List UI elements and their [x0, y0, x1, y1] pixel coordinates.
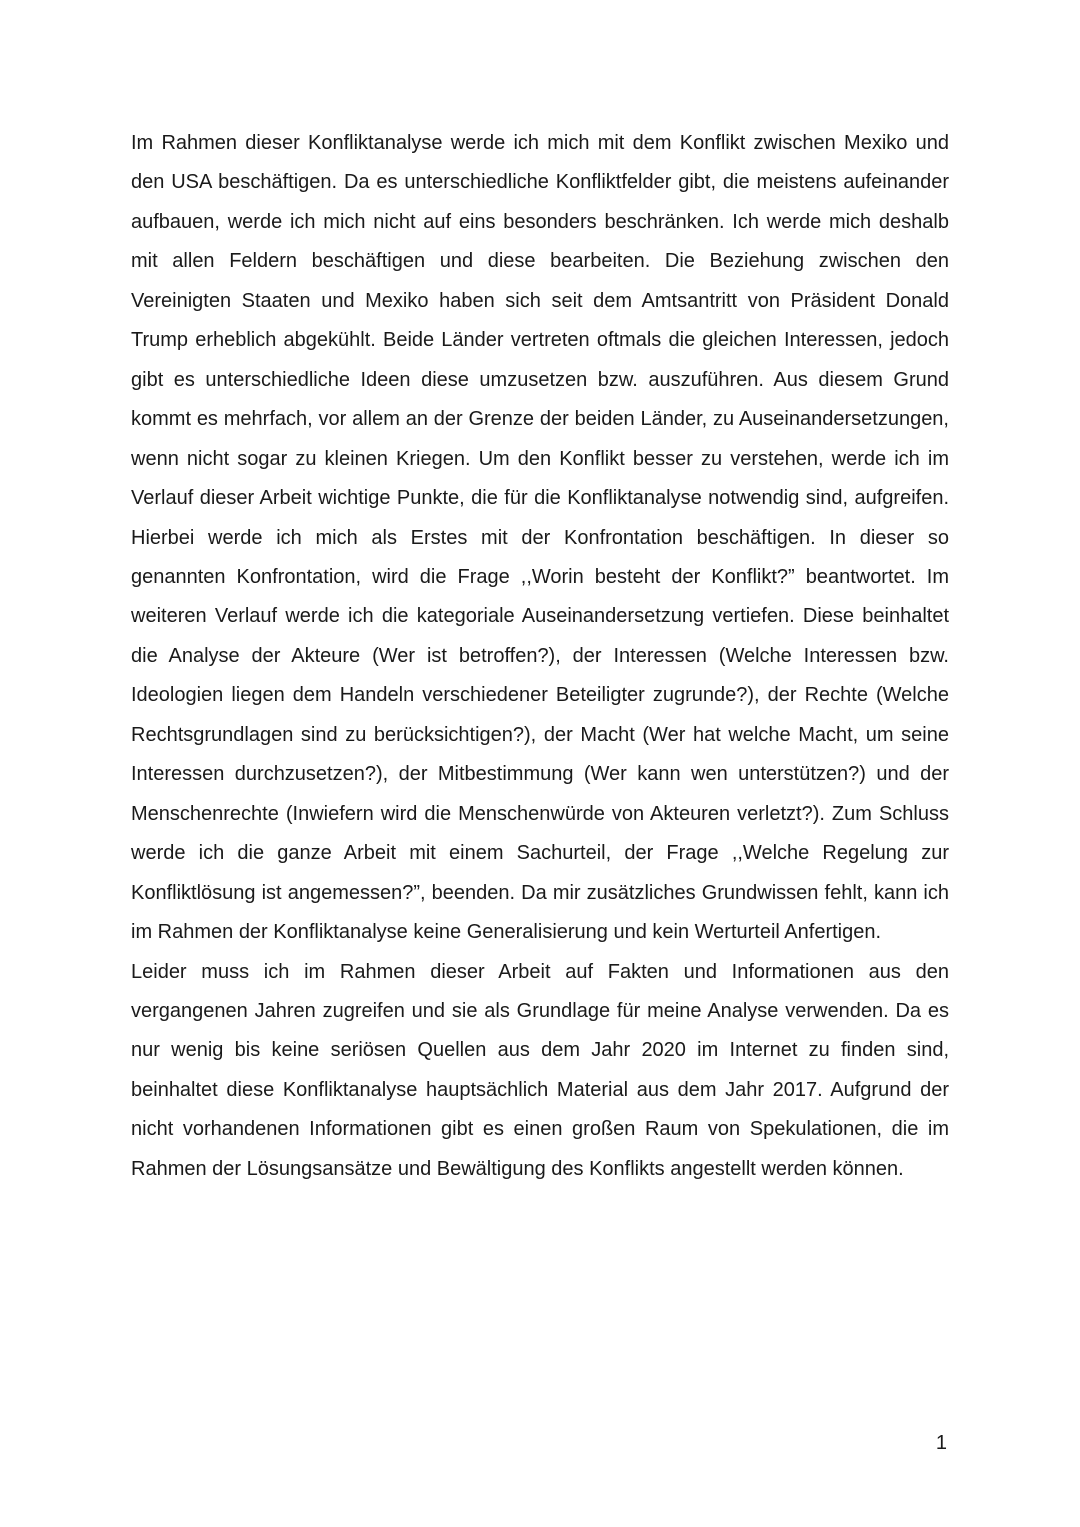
- paragraph-sources: Leider muss ich im Rahmen dieser Arbeit auf Fakten und Informationen aus den vergangenen Jahren zugreifen und sie als Grundlage für meine Analyse verwenden. Da es nur wenig bis keine seriösen Quellen aus dem Jahr 2020 im Internet zu finden sind, beinhaltet diese Konfliktanalyse hauptsächlich Material aus dem Jahr 2017. Aufgrund der nicht vorhandenen Informationen gibt es einen großen Raum von Spekulationen, die im Rahmen der Lösungsansätze und Bewältigung des Konflikts angestellt werden können.: [131, 960, 949, 1180]
- body-text: [131, 124, 949, 1189]
- paragraph-introduction: Im Rahmen dieser Konfliktanalyse werde ich mich mit dem Konflikt zwischen Mexiko und den USA beschäftigen. Da es unterschiedliche Konfliktfelder gibt, die meistens aufeinander aufbauen, werde ich mich nicht auf eins besonders beschränken. Ich werde mich deshalb mit allen Feldern beschäftigen und diese bearbeiten. Die Beziehung zwischen den Vereinigten Staaten und Mexiko haben sich seit dem Amtsantritt von Präsident Donald Trump erheblich abgekühlt. Beide Länder vertreten oftmals die gleichen Interessen, jedoch gibt es unterschiedliche Ideen diese umzusetzen bzw. auszuführen. Aus diesem Grund kommt es mehrfach, vor allem an der Grenze der beiden Länder, zu Auseinandersetzungen, wenn nicht sogar zu kleinen Kriegen. Um den Konflikt besser zu verstehen, werde ich im Verlauf dieser Arbeit wichtige Punkte, die für die Konfliktanalyse notwendig sind, aufgreifen. Hierbei werde ich mich als Erstes mit der Konfrontation beschäftigen. In dieser so genannten Konfrontation, wird die Frage ,,Worin besteht der Konflikt?” beantwortet. Im weiteren Verlauf werde ich die kategoriale Auseinandersetzung vertiefen. Diese beinhaltet die Analyse der Akteure (Wer ist betroffen?), der Interessen (Welche Interessen bzw. Ideologien liegen dem Handeln verschiedener Beteiligter zugrunde?), der Rechte (Welche Rechtsgrundlagen sind zu berücksichtigen?), der Macht (Wer hat welche Macht, um seine Interessen durchzusetzen?), der Mitbestimmung (Wer kann wen unterstützen?) und der Menschenrechte (Inwiefern wird die Menschenwürde von Akteuren verletzt?). Zum Schluss werde ich die ganze Arbeit mit einem Sachurteil, der Frage ,,Welche Regelung zur Konfliktlösung ist angemessen?”, beenden. Da mir zusätzliches Grundwissen fehlt, kann ich im Rahmen der Konfliktanalyse keine Generalisierung und kein Werturteil Anfertigen.: [131, 132, 949, 944]
- page-number: 1: [935, 1432, 947, 1454]
